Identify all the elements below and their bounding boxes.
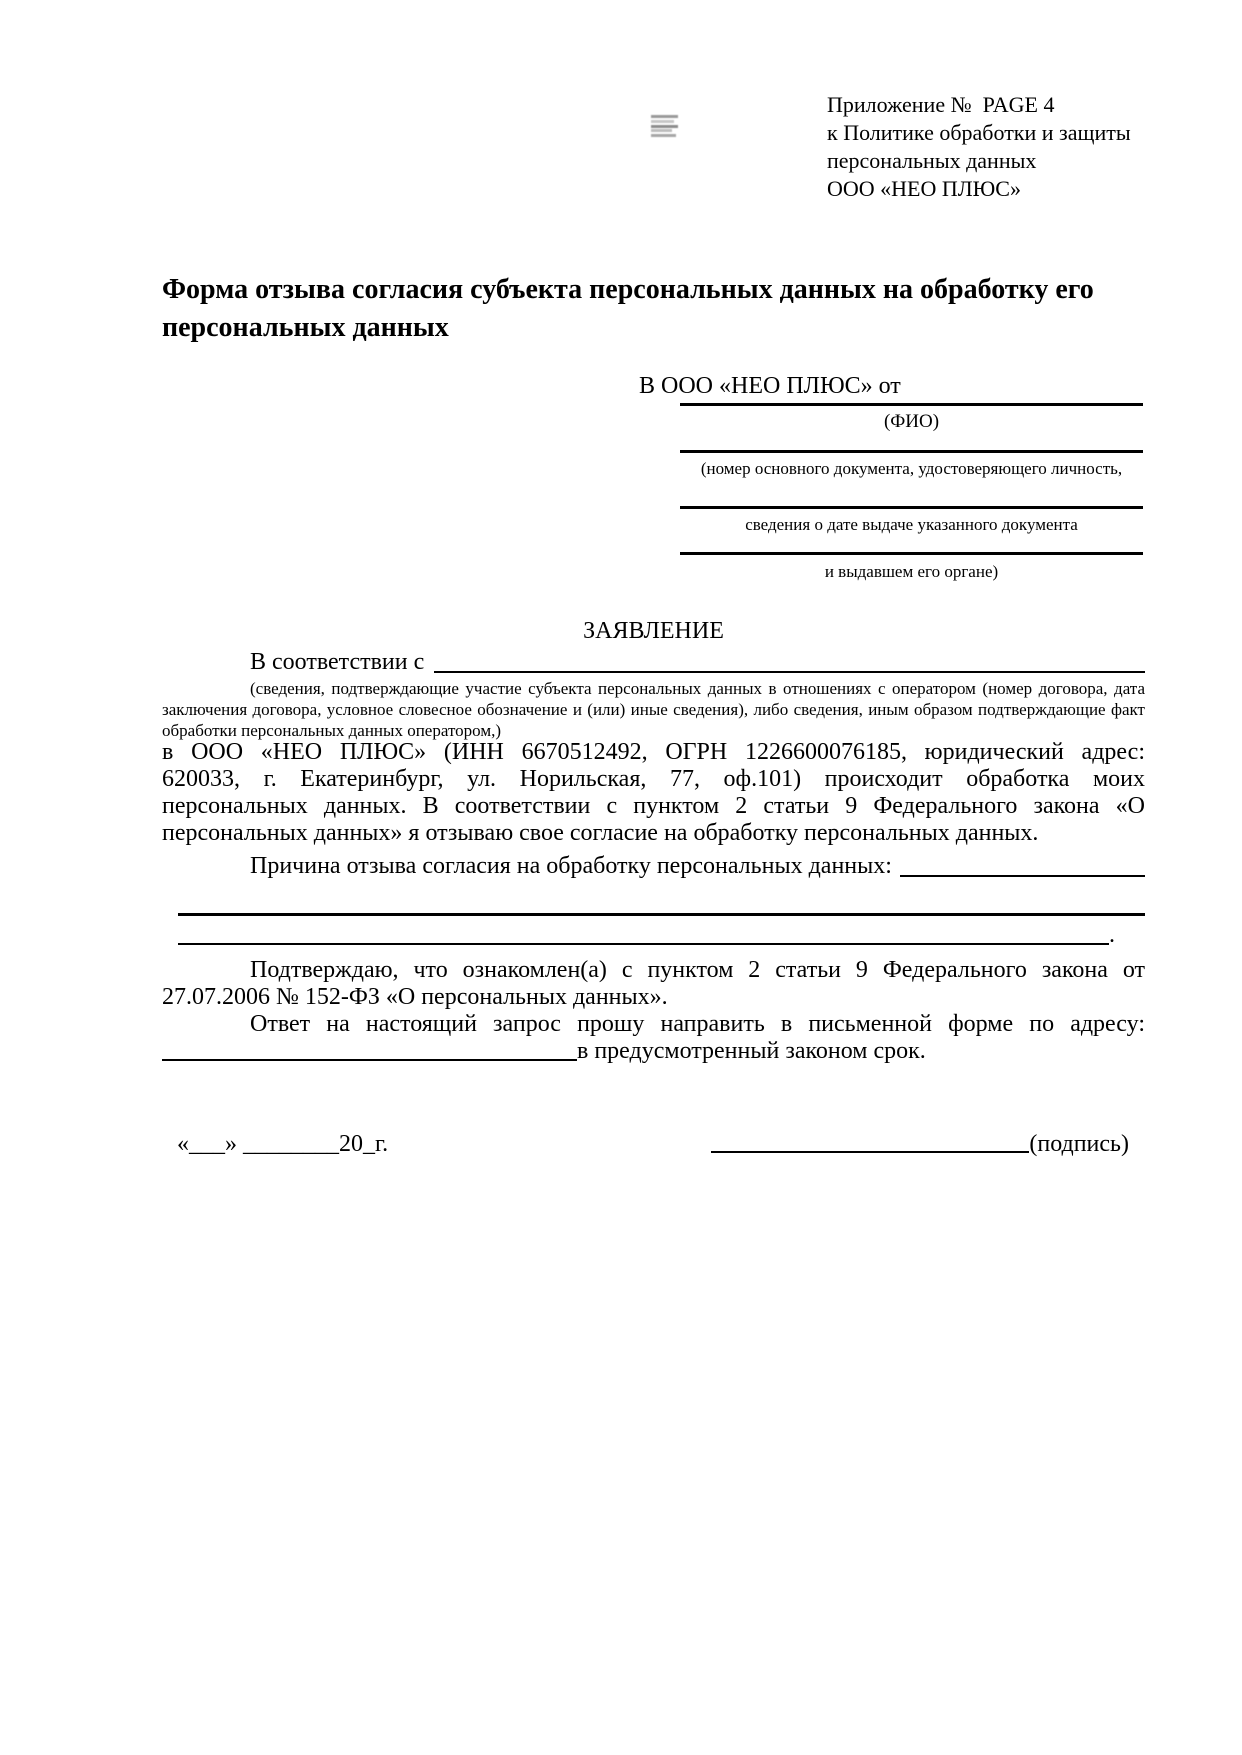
note-line: обработки персональных данных оператором,) [162, 721, 502, 740]
attachment-header-text [827, 91, 1131, 203]
attachment-line: к Политике обработки и защиты [827, 120, 1131, 145]
signature-caption: (подпись) [1029, 1131, 1129, 1157]
intro-line [162, 649, 1145, 676]
note-paragraph [162, 678, 1145, 741]
reason-label: Причина отзыва согласия на обработку персональных данных: [250, 853, 892, 879]
addressee-to-line: В ООО «НЕО ПЛЮС» от [639, 373, 901, 399]
fio-field-line [680, 400, 1143, 406]
reason-blank-line-3-rule [178, 943, 1109, 945]
document-content [0, 92, 1242, 1158]
attachment-line: персональных данных [827, 148, 1037, 173]
confirm-paragraph [162, 957, 1145, 1038]
intro-prefix: В соответствии с [250, 649, 425, 675]
document-number-field-line [680, 432, 1143, 453]
addressee-fields [680, 400, 1143, 581]
document-title-line: персональных данных [162, 312, 449, 343]
reason-line [162, 853, 1145, 880]
issue-date-caption: сведения о дате выдаче указанного документа [745, 515, 1078, 534]
intro-blank-line [434, 671, 1145, 673]
body-line: персональных данных. В соответствии с пунктом 2 статьи 9 Федерального закона «О [162, 793, 1145, 819]
address-blank-line [162, 1059, 577, 1061]
statement-heading: ЗАЯВЛЕНИЕ [583, 618, 724, 644]
document-number-caption: (номер основного документа, удостоверяющего личность, [700, 459, 1123, 478]
reply-suffix: в предусмотренный законом срок. [577, 1038, 926, 1064]
blank-period: . [1109, 922, 1115, 948]
date-line: «___» ________20_г. [177, 1131, 389, 1157]
note-line: (сведения, подтверждающие участие субъекта персональных данных в отношениях с оператором (номер договора, дата [250, 679, 1145, 698]
attachment-header [162, 92, 1145, 207]
reply-address-line [162, 1038, 1145, 1065]
signature-row [162, 1131, 1145, 1158]
reply-line: Ответ на настоящий запрос прошу направить в письменной форме по адресу: [250, 1011, 1145, 1037]
reason-blank-line [900, 875, 1145, 877]
body-line: 620033, г. Екатеринбург, ул. Норильская, 77, оф.101) происходит обработка моих [162, 766, 1145, 792]
document-title-line: Форма отзыва согласия субъекта персональных данных на обработку его [162, 274, 1094, 305]
reason-blank-line-2 [178, 913, 1145, 916]
body-line: в ООО «НЕО ПЛЮС» (ИНН 6670512492, ОГРН 1226600076185, юридический адрес: [162, 739, 1145, 765]
attachment-line: ООО «НЕО ПЛЮС» [827, 176, 1021, 201]
confirm-line: Подтверждаю, что ознакомлен(а) с пунктом 2 статьи 9 Федерального закона от [250, 957, 1145, 983]
issuing-authority-field-line [680, 534, 1143, 555]
body-line: персональных данных» я отзываю свое согласие на обработку персональных данных. [162, 820, 1039, 846]
blurred-text-artifact-icon [651, 115, 678, 137]
attachment-line: Приложение № PAGE 4 [827, 92, 1055, 117]
document-title [162, 271, 1145, 347]
signature-blank-line [711, 1151, 1029, 1153]
confirm-line: 27.07.2006 № 152-ФЗ «О персональных данных». [162, 984, 668, 1010]
signature-group [711, 1131, 1129, 1158]
body-paragraph [162, 739, 1145, 847]
reason-blank-line-3 [178, 922, 1115, 949]
issuing-authority-caption: и выдавшем его органе) [824, 562, 999, 581]
fio-caption: (ФИО) [883, 411, 940, 432]
issue-date-field-line [680, 478, 1143, 509]
note-line: заключения договора, условное словесное обозначение и (или) иные сведения), либо сведения, иным образом подтверждающие факт [162, 700, 1145, 719]
